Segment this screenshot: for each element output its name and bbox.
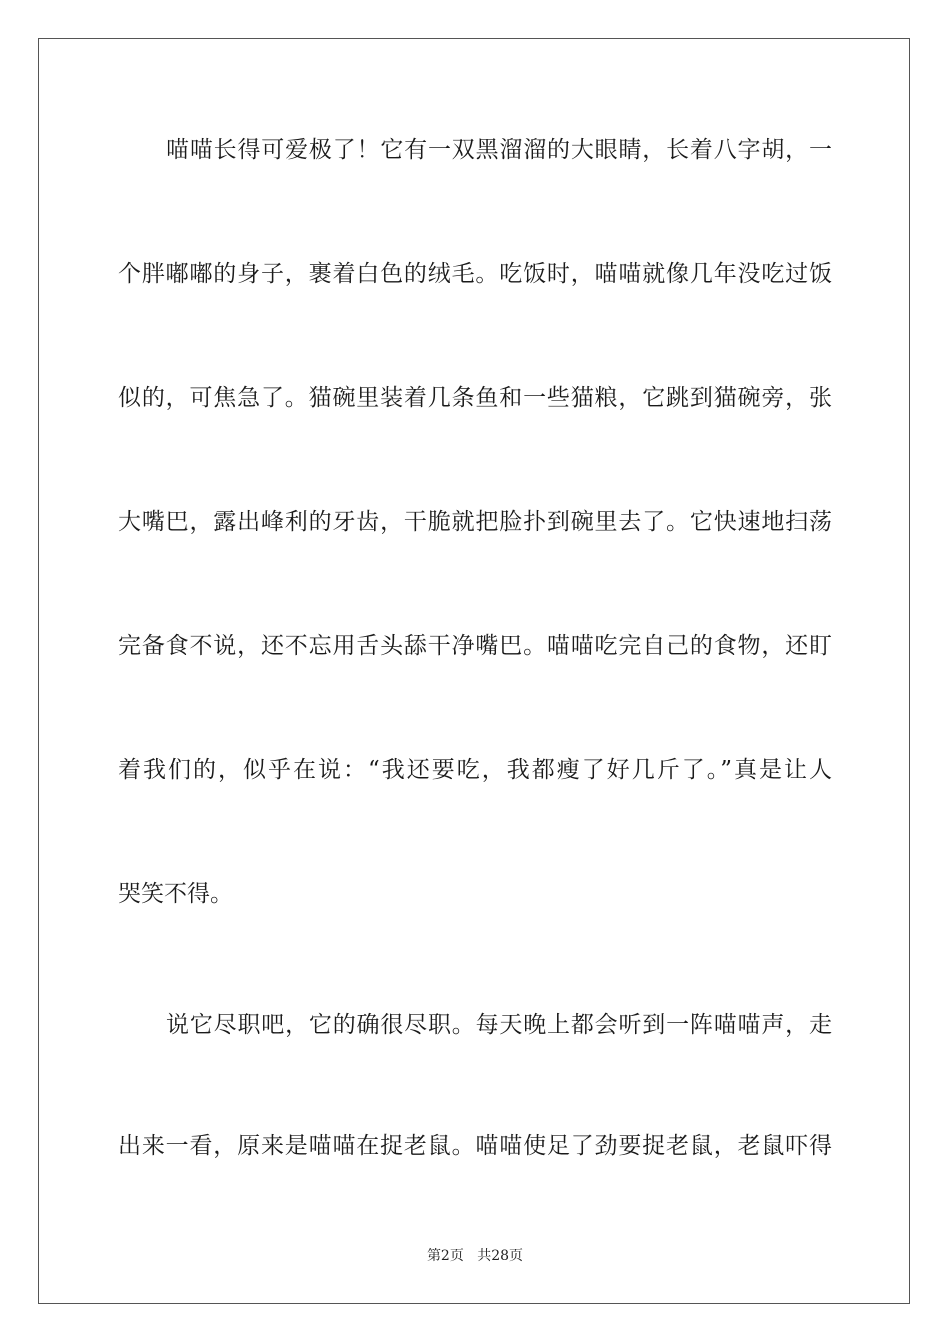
paragraph-1-line-2: 个胖嘟嘟的身子，裹着白色的绒毛。吃饭时，喵喵就像几年没吃过饭	[118, 261, 832, 287]
paragraph-1-line-3: 似的，可焦急了。猫碗里装着几条鱼和一些猫粮，它跳到猫碗旁，张	[118, 385, 832, 411]
paragraph-2-line-1: 说它尽职吧，它的确很尽职。每天晚上都会听到一阵喵喵声，走	[166, 1012, 832, 1038]
page-number: 第2页	[426, 1248, 464, 1264]
paragraph-1-line-6: 着我们的，似乎在说：“我还要吃，我都瘦了好几斤了。”真是让人	[118, 757, 832, 783]
paragraph-1-line-1: 喵喵长得可爱极了！它有一双黑溜溜的大眼睛，长着八字胡，一	[166, 137, 832, 163]
page-footer	[0, 1247, 950, 1265]
paragraph-2-line-2: 出来一看，原来是喵喵在捉老鼠。喵喵使足了劲要捉老鼠，老鼠吓得	[118, 1133, 832, 1159]
page-total: 共28页	[477, 1248, 524, 1264]
paragraph-1-line-4: 大嘴巴，露出峰利的牙齿，干脆就把脸扑到碗里去了。它快速地扫荡	[118, 509, 832, 535]
paragraph-1-line-7: 哭笑不得。	[118, 881, 233, 907]
page-border	[38, 38, 910, 1304]
paragraph-1-line-5: 完备食不说，还不忘用舌头舔干净嘴巴。喵喵吃完自己的食物，还盯	[118, 633, 832, 659]
